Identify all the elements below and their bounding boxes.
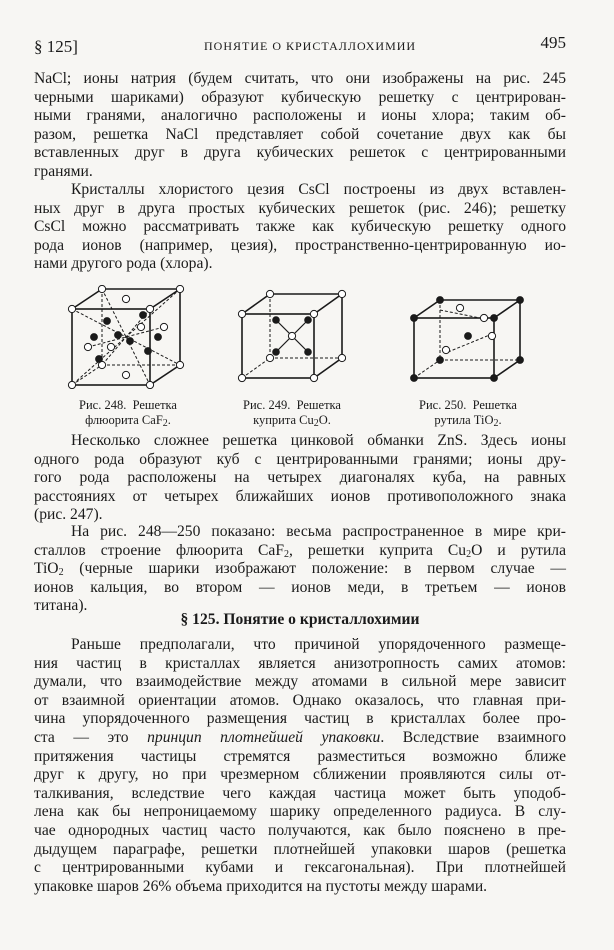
text-line: расстояниях от четырех ближайших ионов противоположного знака	[34, 487, 566, 505]
text-line: Раньше предполагали, что причиной упорядоченного размеще-	[71, 636, 566, 653]
text-line: ста — это принцип плотнейшей упаковки. Вследствие взаимного	[34, 728, 566, 746]
fluorite-lattice-figure	[64, 285, 192, 389]
text-line: чае однородных частиц часто получаются, как было пояснено в пре-	[34, 821, 566, 839]
text-line: ионов кальция, во втором — ионов меди, в третьем — ионов	[34, 578, 566, 596]
text-line: упаковке шаров 26% объема приходится на пустоты между шарами.	[34, 877, 488, 895]
emphasis: принцип плотнейшей упаковки	[147, 728, 381, 746]
paragraph-crystal-chemistry	[34, 636, 566, 896]
text-line: ния частиц в кристаллах является анизотропность самих атомов:	[34, 654, 566, 672]
figure-249-caption: Рис. 249. Решетка куприта $Cu_2O$.	[243, 398, 341, 429]
section-marker: § 125]	[34, 37, 78, 56]
text-line: ными гранями, аналогично расположены и ионы хлора; таким об-	[34, 107, 566, 125]
text-line: черными шариками) образуют кубическую решетку с центрирован-	[34, 88, 566, 106]
text-line: нами другого рода (хлора).	[34, 255, 213, 273]
text-line: одного рода образуют куб с центрированными гранями; ионы дру-	[34, 450, 566, 468]
text-line: Кристаллы хлористого цезия CsCl построены из двух вставлен-	[71, 181, 566, 198]
text-line: TiO$_2$ (черные шарики изображают положение: в первом случае —	[34, 560, 566, 579]
text-line: с центрированными кубами и гексагональная). При плотнейшей	[34, 859, 566, 877]
text-line: титана).	[34, 597, 88, 615]
page-header	[34, 33, 566, 57]
text-line: гранями.	[34, 162, 93, 180]
page-number: 495	[540, 33, 566, 52]
text-line: гого рода расположены на четырех диагоналях куба, на равных	[34, 469, 566, 487]
text-line: от взаимной ориентации атомов. Однако оказалось, что главная при-	[34, 691, 566, 709]
paragraph-figures-note	[34, 523, 566, 616]
paragraph-nacl	[34, 70, 566, 182]
cuprite-lattice-figure	[236, 288, 346, 384]
text-line: CsCl можно рассматривать также как кубическую решетку одного	[34, 218, 566, 236]
text-line: ных друг в друга простых кубических решеток (рис. 246); решетку	[34, 199, 566, 217]
text-line: притяжения частицы стремятся разместиться возможно ближе	[34, 747, 566, 765]
paragraph-zns	[34, 432, 566, 525]
text-line: рода ионов (например, цезия), пространственно-центрированную ио-	[34, 236, 566, 254]
running-title: ПОНЯТИЕ О КРИСТАЛЛОХИМИИ	[204, 39, 417, 53]
text-line: вставленных друг в друга кубических решеток с центрированными	[34, 144, 566, 162]
text-line: На рис. 248—250 показано: весьма распространенное в мире кри-	[71, 523, 566, 540]
figure-248-caption: Рис. 248. Решетка флюорита CaF$_2$.	[79, 398, 177, 429]
text-line: друг к другу, но при чрезмерном сближении проявляются силы от-	[34, 766, 566, 784]
paragraph-cscl	[34, 181, 566, 274]
text-line: думали, что взаимодействие между атомами в сильной мере зависит	[34, 673, 566, 691]
text-line: Несколько сложнее решетка цинковой обманки ZnS. Здесь ионы	[71, 432, 566, 449]
text-line: дыдущем параграфе, решетки плотнейшей упаковки шаров (решетка	[34, 840, 566, 858]
text-line: разом, решетка NaCl представляет собой сочетание двух как бы	[34, 125, 566, 143]
rutile-lattice-figure	[408, 294, 526, 384]
text-line: сталлов строение флюорита CaF$_2$, решетки куприта $Cu_2O$ и рутила	[34, 541, 566, 560]
text-line: (рис. 247).	[34, 506, 103, 524]
text-line: талкивания, вследствие чего каждая частица может быть уподоб-	[34, 784, 566, 802]
text-line: чина упорядоченного размещения частиц в кристаллах более про-	[34, 710, 566, 728]
text-line: NaCl; ионы натрия (будем считать, что они изображены на рис. 245	[34, 70, 566, 87]
section-heading: § 125. Понятие о кристаллохимии	[180, 611, 420, 628]
text-line: лена как бы непроницаемому шарику определенного радиуса. В слу-	[34, 803, 566, 821]
figure-250-caption: Рис. 250. Решетка рутила TiO$_2$.	[419, 398, 517, 429]
